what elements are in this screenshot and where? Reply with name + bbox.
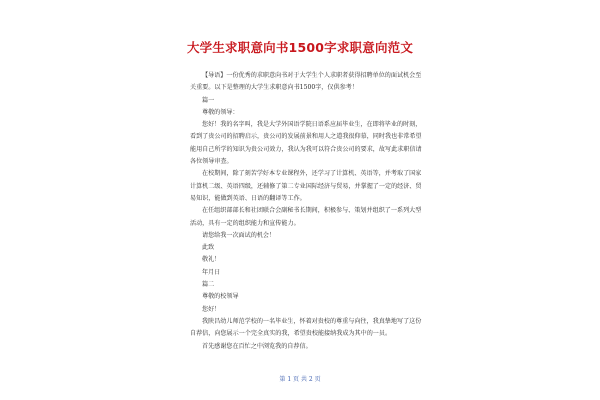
document-paragraph: 篇二 <box>202 281 215 289</box>
document-title: 大学生求职意向书1500字求职意向范文 <box>186 40 414 55</box>
document-paragraph: 敬礼！ <box>202 256 221 264</box>
document-paragraph: 在校期间，除了刻苦学好本专业课程外，还学习了计算机、英语等，并考取了国家计算机二级、英语四级，还辅修了第二专业国际经济与贸易，并掌握了一定的经济、贸易知识，能做到英语、日语的翻译等工作。 <box>190 170 422 202</box>
document-paragraph: 尊敬的领导： <box>202 108 239 116</box>
document-paragraph: 此致 <box>202 244 215 252</box>
document-paragraph: 尊敬的校领导 <box>202 293 239 301</box>
document-paragraph: 在任组织部部长和社团联合会副秘书长期间，积极参与、策划并组织了一系列大型活动，具有一定的组织能力和宣传能力。 <box>190 207 422 227</box>
document-paragraph: 请您给我一次面试的机会！ <box>202 231 276 239</box>
document-paragraph: 【导语】一份优秀的求职意向书对于大学生个人求职者获得招聘单位的面试机会至关重要。以下是整理的大学生求职意向书1500字，仅供参考！ <box>190 72 422 92</box>
document-paragraph: 年月日 <box>202 268 221 276</box>
document-paragraph: 首先感谢您在百忙之中浏览我的自荐信。 <box>202 342 312 350</box>
document-paragraph: 篇一 <box>202 96 215 104</box>
document-body <box>190 70 422 353</box>
document-paragraph: 您好！我的名字叫，我是大学外国语学院日语系应届毕业生，在即将毕业的时刻，看到了贵公司的招聘启示，贵公司的发展前景和用人之道我很仰慕，同时我也非常希望能用自己所学的知识为贵公司效力，我认为我可以符合贵公司的要求，故写此求职信请各位领导审查。 <box>190 121 422 166</box>
document-paragraph: 我陕昌幼儿师范学校的一名毕业生，怀着对贵校的尊重与向往，我真挚地写了这份自荐信，向您展示一个完全真实的我，希望贵校能接纳我成为其中的一员。 <box>190 317 422 338</box>
document-paragraph: 您好！ <box>202 305 221 313</box>
page-footer: 第 1 页 共 2 页 <box>279 376 321 383</box>
